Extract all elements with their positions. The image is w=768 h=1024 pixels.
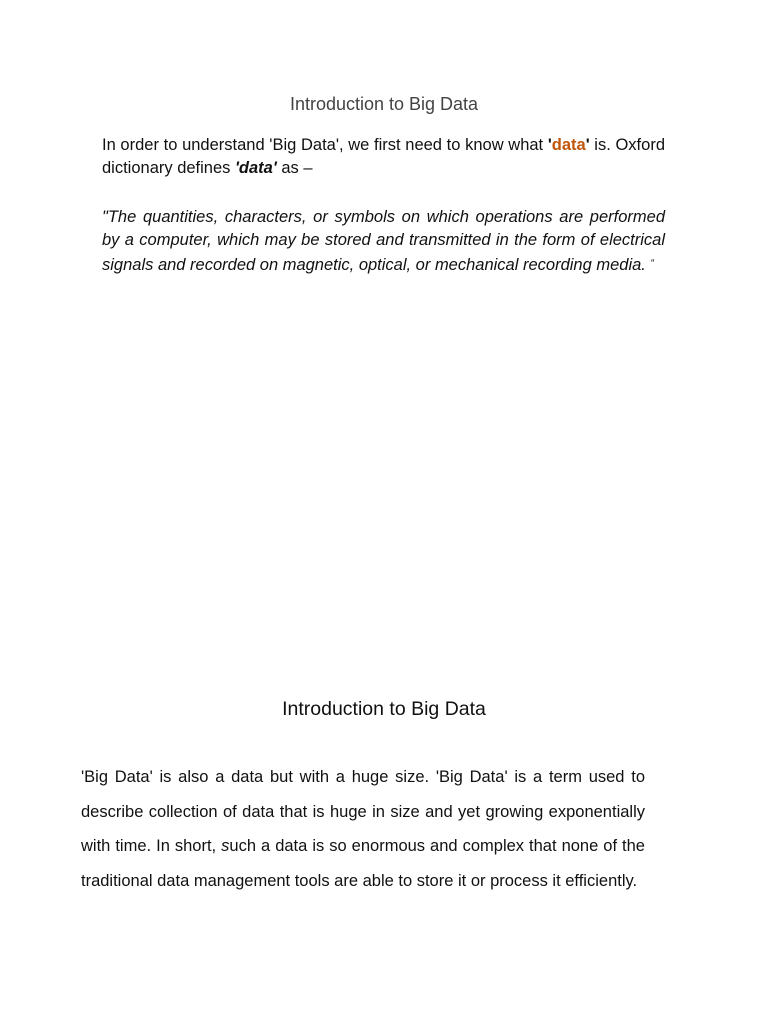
big-data-paragraph xyxy=(81,760,645,899)
slide-big-data-description xyxy=(0,660,768,1024)
defined-term: 'data' xyxy=(235,159,277,177)
intro-text-1: In order to understand 'Big Data', we first need to know what xyxy=(102,136,548,154)
intro-quote-close: ' xyxy=(585,136,590,154)
intro-paragraph xyxy=(102,134,665,180)
intro-text-3: as – xyxy=(276,159,313,177)
highlighted-term-data: data xyxy=(551,136,586,154)
slide-2-title: Introduction to Big Data xyxy=(282,698,486,720)
intro-text-2: is. Oxford dictionary defines xyxy=(102,136,665,177)
dictionary-definition-quote xyxy=(102,206,665,277)
intro-quote-open: ' xyxy=(547,136,552,154)
slide-1-title: Introduction to Big Data xyxy=(289,94,479,114)
definition-text: "The quantities, characters, or symbols on which operations are performed by a computer, which may be stored and transmitted in the form of electrical signals and recorded on magnetic, optical, or mechanical recording media. xyxy=(102,208,665,274)
body-text-2: uch a data is so enormous and complex that none of the traditional data management tools are able to store it or process it efficiently. xyxy=(81,837,645,891)
closing-quote-mark: “ xyxy=(650,258,654,269)
body-text-1: 'Big Data' is also a data but with a huge size. 'Big Data' is a term used to describe collection of data that is huge in size and yet growing exponentially with time. In short, xyxy=(81,768,645,856)
body-italic-s: s xyxy=(221,837,230,856)
